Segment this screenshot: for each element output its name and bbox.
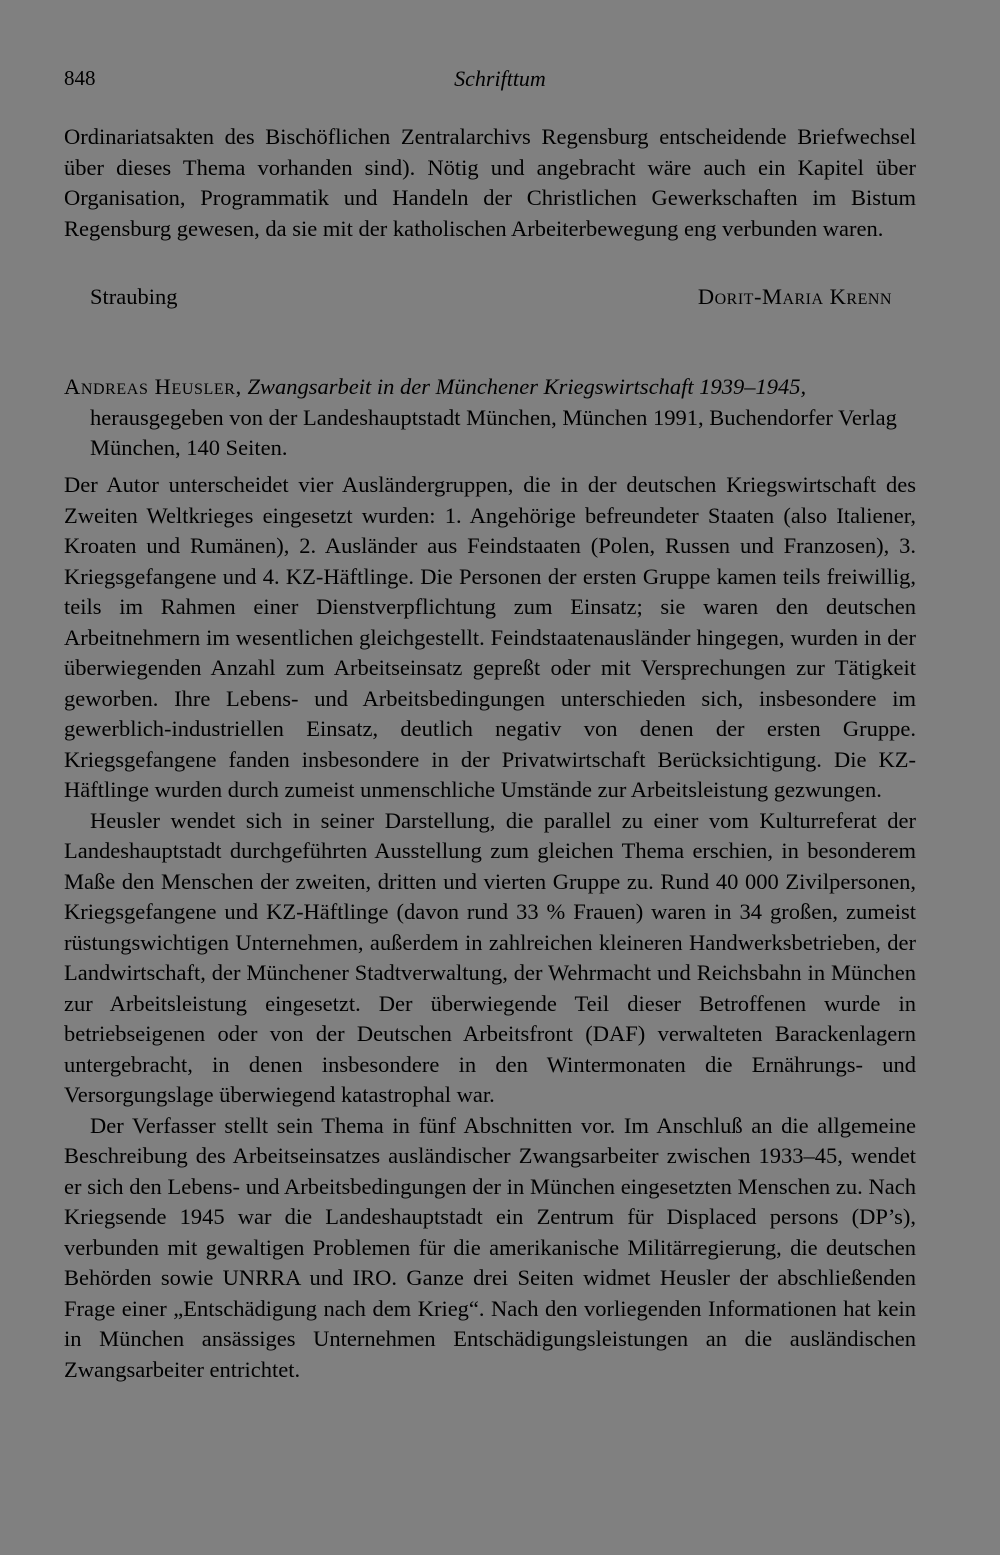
review-paragraph-3: Der Verfasser stellt sein Thema in fünf Abschnitten vor. Im Anschluß an die allgemeine Beschreibung des Arbeitseinsatzes ausländischer Zwangsarbeiter zwischen 1933–45, wendet er sich den Lebens- und Arbeitsbedingungen der in München eingesetzten Menschen zu. Nach Kriegsende 1945 war die Landeshauptstadt ein Zentrum für Displaced persons (DP’s), verbunden mit gewaltigen Problemen für die amerikanische Militärregierung, die deutschen Behörden sowie UNRRA und IRO. Ganze drei Seiten widmet Heusler der abschließenden Frage einer „Entschädigung nach dem Krieg“. Nach den vorliegenden Informationen hat kein in München ansässiges Unternehmen Entschädigungsleistungen an die ausländischen Zwangsarbeiter entrichtet. — [64, 1112, 916, 1382]
review-paragraph-2: Heusler wendet sich in seiner Darstellung, die parallel zu einer vom Kulturreferat der Landeshauptstadt durchgeführten Ausstellung zum gleichen Thema erschien, in besonderem Maße den Menschen der zweiten, dritten und vierten Gruppe zu. Rund 40 000 Zivilpersonen, Kriegsgefangene und KZ-Häftlinge (davon rund 33 % Frauen) waren in 34 großen, zumeist rüstungswichtigen Unternehmen, außerdem in zahlreichen kleineren Handwerksbetrieben, der Landwirtschaft, der Münchener Stadtverwaltung, der Wehrmacht und Reichsbahn in München zur Arbeitsleistung eingesetzt. Der überwiegende Teil dieser Betroffenen wurde in betriebseigenen oder von der Deutschen Arbeitsfront (DAF) verwalteten Barackenlagern untergebracht, in denen insbesondere in den Wintermonaten die Ernährungs- und Versorgungslage überwiegend katastrophal war. — [64, 807, 916, 1107]
citation-details: herausgegeben von der Landeshauptstadt München, München 1991, Buchendorfer Verlag München, 140 Seiten. — [90, 404, 897, 460]
reviewer-place: Straubing — [90, 284, 178, 309]
book-citation — [64, 372, 918, 464]
citation-title: Zwangsarbeit in der Münchener Kriegswirtschaft 1939–1945, — [247, 374, 807, 399]
running-head: Schrifttum — [454, 66, 546, 91]
previous-review-ending — [64, 122, 916, 244]
review-paragraph-1: Der Autor unterscheidet vier Ausländergruppen, die in der deutschen Kriegswirtschaft des Zweiten Weltkrieges eingesetzt wurden: 1. Angehörige befreundeter Staaten (also Italiener, Kroaten und Rumänen), 2. Ausländer aus Feindstaaten (Polen, Russen und Franzosen), 3. Kriegsgefangene und 4. KZ-Häftlinge. Die Personen der ersten Gruppe kamen teils freiwillig, teils im Rahmen einer Dienstverpflichtung zum Einsatz; sie waren den deutschen Arbeitnehmern im wesentlichen gleichgestellt. Feindstaatenausländer hingegen, wurden in der überwiegenden Anzahl zum Arbeitseinsatz gepreßt oder mit Versprechungen zur Tätigkeit geworben. Ihre Lebens- und Arbeitsbedingungen unterschieden sich, insbesondere im gewerblich-industriellen Einsatz, deutlich negativ von denen der ersten Gruppe. Kriegsgefangene fanden insbesondere in der Privatwirtschaft Berücksichtigung. Die KZ-Häftlinge wurden durch zumeist unmenschliche Umstände zur Arbeitsleistung gezwungen. — [64, 472, 916, 802]
citation-heading — [64, 372, 918, 403]
previous-review-paragraph: Ordinariatsakten des Bischöflichen Zentralarchivs Regensburg entscheidende Briefwechsel über dieses Thema vorhanden sind). Nötig und angebracht wäre auch ein Kapitel über Organisation, Programmatik und Handeln der Christlichen Gewerkschaften im Bistum Regensburg gewesen, da sie mit der katholischen Arbeiterbewegung eng verbunden waren. — [64, 124, 916, 241]
page-number: 848 — [64, 66, 96, 90]
page-header — [64, 66, 936, 100]
citation-author: Andreas Heusler, — [64, 374, 242, 399]
reviewer-name: Dorit-Maria Krenn — [697, 284, 892, 309]
review-body — [64, 470, 916, 1385]
